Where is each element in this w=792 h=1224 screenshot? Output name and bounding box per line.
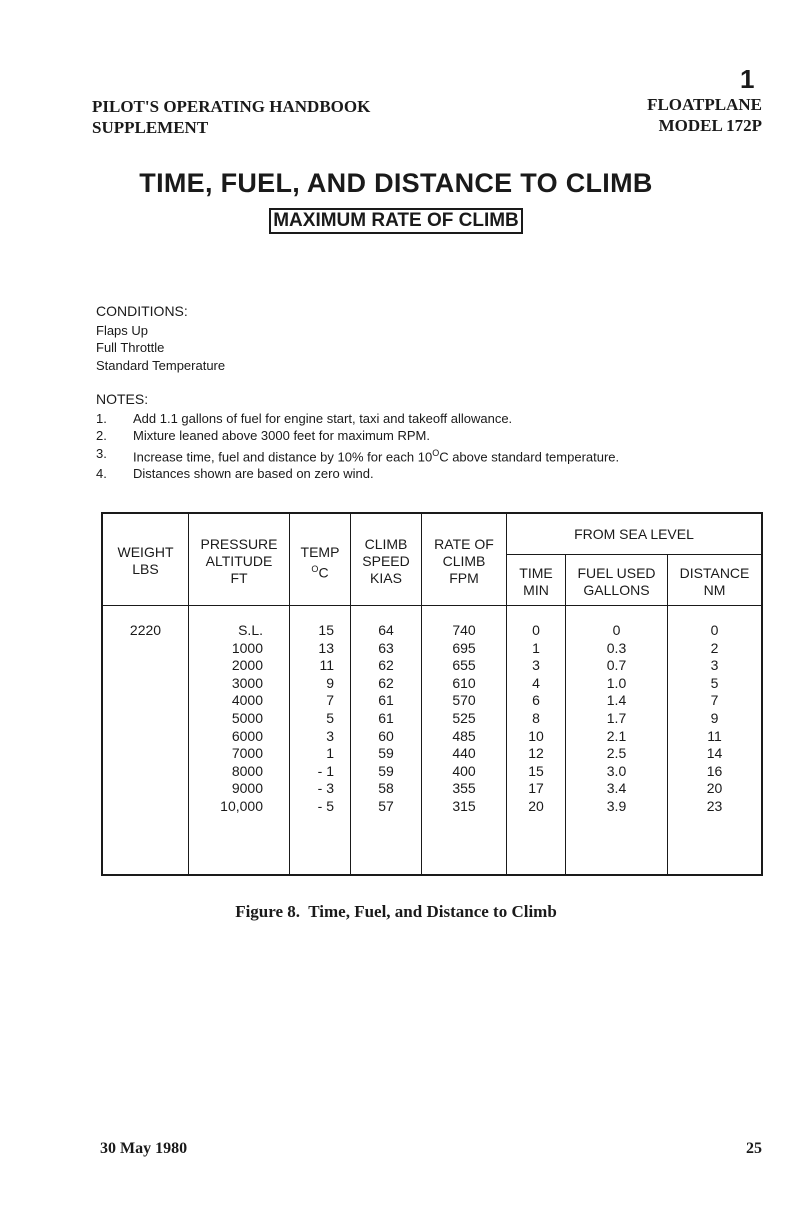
altitude-cell: 7000 xyxy=(231,745,263,762)
header-text: FPM xyxy=(449,570,479,586)
temp-cell: 13 xyxy=(318,639,334,656)
time-cell: 0 xyxy=(532,622,540,638)
temp-column xyxy=(290,622,334,816)
distance-cell: 23 xyxy=(706,797,723,814)
degree-sup: O xyxy=(311,564,319,574)
fuel-cell: 1.4 xyxy=(606,692,627,709)
handbook-subtitle: SUPPLEMENT xyxy=(92,118,209,137)
fuel-cell: 3.9 xyxy=(606,797,627,814)
page-subtitle: MAXIMUM RATE OF CLIMB xyxy=(269,208,523,234)
altitude-cell: 8000 xyxy=(231,762,263,779)
distance-cell: 7 xyxy=(710,692,719,709)
rate-cell: 695 xyxy=(452,639,476,656)
header-text: SPEED xyxy=(362,553,410,569)
note-text: Add 1.1 gallons of fuel for engine start, taxi and takeoff allowance. xyxy=(133,410,513,426)
speed-cell: 64 xyxy=(378,622,394,638)
header-text: MIN xyxy=(523,582,549,598)
speed-cell: 61 xyxy=(378,692,394,709)
note-item xyxy=(96,410,619,428)
weight-value: 2220 xyxy=(129,622,162,638)
rate-cell: 440 xyxy=(452,745,476,762)
fuel-cell: 3.0 xyxy=(606,762,627,779)
altitude-cell: 5000 xyxy=(231,709,263,726)
altitude-cell: 6000 xyxy=(231,727,263,744)
header-distance xyxy=(668,565,761,599)
header-text: CLIMB xyxy=(364,536,408,552)
distance-cell: 5 xyxy=(710,674,719,691)
time-cell: 1 xyxy=(532,639,540,656)
header-text: FT xyxy=(230,570,248,586)
altitude-cell: 9000 xyxy=(231,780,263,797)
speed-cell: 59 xyxy=(378,745,394,762)
temp-cell: - 5 xyxy=(317,797,334,814)
fuel-cell: 0 xyxy=(612,622,621,638)
page-title: TIME, FUEL, AND DISTANCE TO CLIMB xyxy=(139,168,653,198)
note-number: 3. xyxy=(96,445,107,461)
footer-date: 30 May 1980 xyxy=(100,1140,188,1157)
rate-cell: 400 xyxy=(452,762,476,779)
model-header xyxy=(647,94,762,136)
fuel-cell: 0.3 xyxy=(606,639,627,656)
figure-caption: Figure 8. Time, Fuel, and Distance to Climb xyxy=(235,902,557,921)
note-text: Distances shown are based on zero wind. xyxy=(133,466,374,482)
header-text: ALTITUDE xyxy=(205,553,273,569)
temp-unit: C xyxy=(318,564,329,581)
speed-cell: 57 xyxy=(378,797,394,814)
altitude-cell: 10,000 xyxy=(220,797,263,814)
time-cell: 3 xyxy=(532,657,540,674)
speed-cell: 58 xyxy=(378,780,394,797)
header-climb-speed xyxy=(351,536,421,587)
altitude-cell: S.L. xyxy=(238,622,263,638)
weight-column xyxy=(103,622,188,640)
rate-cell: 570 xyxy=(452,692,476,709)
temp-cell: 3 xyxy=(326,727,334,744)
fuel-cell: 0.7 xyxy=(606,657,627,674)
rate-cell: 740 xyxy=(452,622,476,638)
temp-cell: 11 xyxy=(319,657,334,674)
header-rate-of-climb xyxy=(422,536,506,587)
note-text: Mixture leaned above 3000 feet for maximum RPM. xyxy=(133,428,430,443)
header-text: KIAS xyxy=(370,570,402,586)
aircraft-type: FLOATPLANE xyxy=(647,95,762,114)
temp-cell: - 1 xyxy=(317,762,334,779)
header-text xyxy=(290,561,350,582)
header-text: TEMP xyxy=(300,544,340,560)
header-text: FUEL USED xyxy=(577,565,656,581)
conditions-block xyxy=(96,303,225,374)
altitude-column xyxy=(189,622,263,816)
header-time xyxy=(507,565,565,599)
header-text: RATE OF xyxy=(434,536,494,552)
note-text xyxy=(133,445,619,466)
temp-cell: 5 xyxy=(326,709,334,726)
temp-cell: 15 xyxy=(318,622,334,638)
fuel-cell: 2.5 xyxy=(606,745,627,762)
fuel-cell: 1.7 xyxy=(606,709,627,726)
conditions-heading: CONDITIONS: xyxy=(96,303,188,319)
altitude-cell: 4000 xyxy=(231,692,263,709)
distance-cell: 16 xyxy=(706,762,723,779)
speed-cell: 60 xyxy=(378,727,394,744)
header-weight xyxy=(103,544,188,578)
fuel-column xyxy=(566,622,667,816)
page-number: 25 xyxy=(746,1140,762,1157)
header-text: GALLONS xyxy=(583,582,650,598)
time-cell: 15 xyxy=(528,762,544,779)
distance-cell: 11 xyxy=(707,727,722,744)
table-divider xyxy=(506,554,761,555)
time-cell: 4 xyxy=(532,674,540,691)
distance-column xyxy=(668,622,761,816)
distance-cell: 14 xyxy=(706,745,723,762)
rate-cell: 485 xyxy=(452,727,476,744)
note-text-part: Increase time, fuel and distance by 10% for each 10 xyxy=(133,448,433,464)
speed-cell: 62 xyxy=(378,657,394,674)
temp-cell: 1 xyxy=(326,745,334,762)
note-item xyxy=(96,465,619,483)
temp-cell: 9 xyxy=(326,674,334,691)
header-from-sea-level: FROM SEA LEVEL xyxy=(574,526,694,542)
note-item xyxy=(96,445,619,466)
condition-item: Flaps Up xyxy=(96,322,149,338)
time-column xyxy=(507,622,565,816)
speed-cell: 61 xyxy=(378,709,394,726)
aircraft-model: MODEL 172P xyxy=(658,116,762,135)
section-number: 1 xyxy=(740,64,755,94)
altitude-cell: 2000 xyxy=(231,657,263,674)
distance-cell: 9 xyxy=(710,709,719,726)
header-text: NM xyxy=(703,582,726,598)
altitude-cell: 1000 xyxy=(231,639,263,656)
climb-performance-table xyxy=(101,512,763,876)
note-number: 2. xyxy=(96,428,107,443)
temp-cell: - 3 xyxy=(317,780,334,797)
subtitle-wrapper xyxy=(0,208,792,234)
header-text: TIME xyxy=(519,565,553,581)
header-text: CLIMB xyxy=(442,553,486,569)
note-text-part: C above standard temperature. xyxy=(439,448,620,464)
header-text: LBS xyxy=(132,561,159,577)
time-cell: 6 xyxy=(532,692,540,709)
handbook-header xyxy=(92,96,370,138)
fuel-cell: 2.1 xyxy=(606,727,627,744)
header-pressure-altitude xyxy=(189,536,289,587)
header-text: WEIGHT xyxy=(117,544,174,560)
notes-block xyxy=(96,391,619,483)
speed-column xyxy=(351,622,421,816)
header-fuel-used xyxy=(566,565,667,599)
handbook-title: PILOT'S OPERATING HANDBOOK xyxy=(92,97,371,116)
time-cell: 17 xyxy=(528,780,544,797)
rate-column xyxy=(422,622,506,816)
note-number: 1. xyxy=(96,410,107,426)
distance-cell: 0 xyxy=(710,622,719,638)
altitude-cell: 3000 xyxy=(231,674,263,691)
notes-heading: NOTES: xyxy=(96,391,149,407)
fuel-cell: 3.4 xyxy=(606,780,627,797)
header-rule xyxy=(103,605,761,606)
fuel-cell: 1.0 xyxy=(606,674,627,691)
distance-cell: 20 xyxy=(706,780,723,797)
rate-cell: 610 xyxy=(452,674,476,691)
distance-cell: 3 xyxy=(710,657,719,674)
header-temp xyxy=(290,544,350,582)
time-cell: 12 xyxy=(528,745,544,762)
condition-item: Full Throttle xyxy=(96,340,165,355)
time-cell: 20 xyxy=(528,797,544,814)
time-cell: 8 xyxy=(532,709,540,726)
distance-cell: 2 xyxy=(710,639,719,656)
note-number: 4. xyxy=(96,466,107,482)
speed-cell: 62 xyxy=(378,674,394,691)
rate-cell: 655 xyxy=(452,657,476,674)
temp-cell: 7 xyxy=(326,692,334,709)
header-text: PRESSURE xyxy=(200,536,278,552)
rate-cell: 355 xyxy=(452,780,476,797)
rate-cell: 525 xyxy=(452,709,476,726)
speed-cell: 63 xyxy=(378,639,394,656)
speed-cell: 59 xyxy=(378,762,394,779)
header-text: DISTANCE xyxy=(679,565,750,581)
time-cell: 10 xyxy=(528,727,544,744)
condition-item: Standard Temperature xyxy=(96,357,226,373)
degree-sup: O xyxy=(432,447,440,458)
note-item xyxy=(96,427,619,445)
rate-cell: 315 xyxy=(452,797,476,814)
